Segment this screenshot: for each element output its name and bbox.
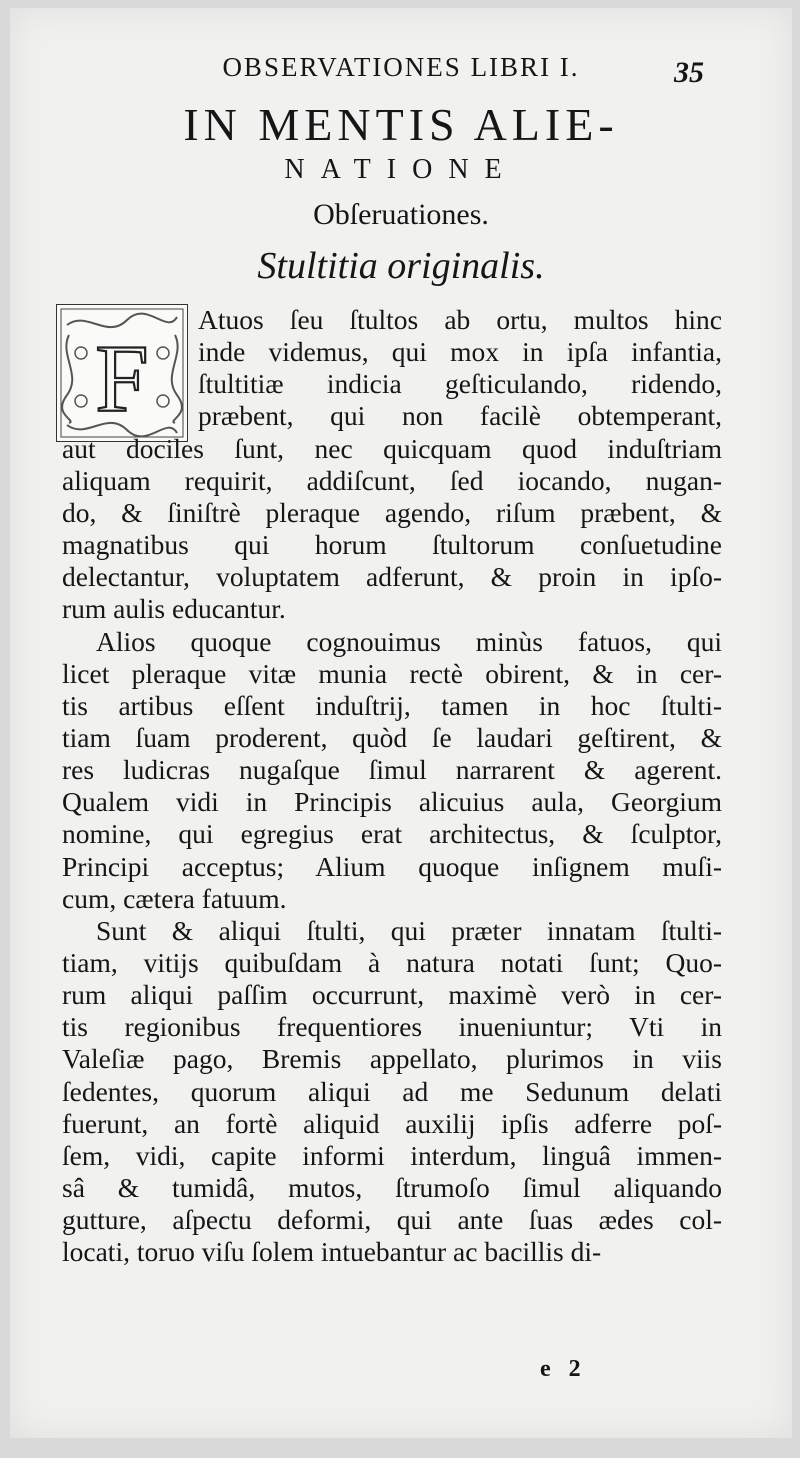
- text-line: Atuos ſeu ſtultos ab ortu, multos hinc: [198, 304, 722, 335]
- text-line: locati, toruo viſu ſolem intuebantur ac bacillis di-: [62, 1236, 602, 1268]
- text-line: ſem, vidi, capite informi interdum, linguâ immen-: [62, 1139, 722, 1171]
- text-line: Sunt & aliqui ſtulti, qui præter innatam ſtulti-: [96, 914, 722, 946]
- ornament-icon: [57, 305, 187, 441]
- text-line: tis regionibus frequentiores inueniuntur; Vti in: [62, 1011, 722, 1043]
- text-line: sâ & tumidâ, mutos, ſtrumoſo ſimul aliquando: [62, 1172, 722, 1204]
- chapter-title-line-1: IN MENTIS ALIE-: [183, 99, 619, 150]
- decorated-initial: [56, 304, 188, 442]
- text-line: aut dociles ſunt, nec quicquam quod induſtriam: [62, 432, 722, 464]
- text-line: ſtultitiæ indicia geſticulando, ridendo,: [198, 368, 722, 400]
- text-line: ſedentes, quorum aliqui ad me Sedunum delati: [62, 1075, 722, 1107]
- text-line: inde videmus, qui mox in ipſa infantia,: [198, 336, 722, 368]
- text-line: licet pleraque vitæ munia rectè obirent, & in cer-: [62, 657, 722, 689]
- signature-mark: e 2: [540, 1356, 587, 1382]
- text-line: tis artibus eſſent induſtrij, tamen in hoc ſtulti-: [62, 689, 722, 721]
- text-line: Qualem vidi in Principis alicuius aula, Georgium: [62, 786, 722, 818]
- chapter-title-line-2: NATIONE: [284, 154, 518, 185]
- text-line: do, & ſiniſtrè pleraque agendo, riſum præbent, &: [62, 496, 722, 528]
- text-line: tiam, vitijs quibuſdam à natura notati ſunt; Quo-: [62, 947, 722, 978]
- text-line: fuerunt, an fortè aliquid auxilij ipſis adferre poſ-: [62, 1107, 722, 1139]
- page-number: 35: [674, 56, 704, 89]
- text-line: præbent, qui non facilè obtemperant,: [198, 400, 722, 432]
- text-line: tiam ſuam proderent, quòd ſe laudari geſtirent, &: [62, 721, 722, 753]
- text-line: aliquam requirit, addiſcunt, ſed iocando, nugan-: [62, 464, 722, 496]
- section-heading: Stultitia originalis.: [257, 245, 545, 287]
- text-line: cum, cætera fatuum.: [62, 882, 287, 914]
- text-line: delectantur, voluptatem adferunt, & proin in ipſo-: [62, 561, 722, 593]
- text-line: rum aliqui paſſim occurrunt, maximè verò in cer-: [62, 979, 722, 1011]
- text-line: gutture, aſpectu deformi, qui ante ſuas ædes col-: [62, 1204, 722, 1236]
- text-line: Alios quoque cognouimus minùs fatuos, qui: [96, 625, 722, 657]
- book-page: [10, 8, 792, 1438]
- text-line: res ludicras nugaſque ſimul narrarent & agerent.: [62, 754, 722, 786]
- text-line: Principi acceptus; Alium quoque inſignem muſi-: [62, 850, 722, 882]
- text-line: magnatibus qui horum ſtultorum conſuetudine: [62, 529, 722, 561]
- text-line: Valeſiæ pago, Bremis appellato, plurimos in viis: [62, 1043, 722, 1075]
- chapter-subtitle: Obſeruationes.: [313, 198, 489, 231]
- dropcap-letter: F: [95, 325, 149, 432]
- text-line: nomine, qui egregius erat architectus, & ſculptor,: [62, 818, 722, 850]
- running-head: OBSERVATIONES LIBRI I.: [222, 52, 580, 82]
- text-line: rum aulis educantur.: [62, 593, 286, 625]
